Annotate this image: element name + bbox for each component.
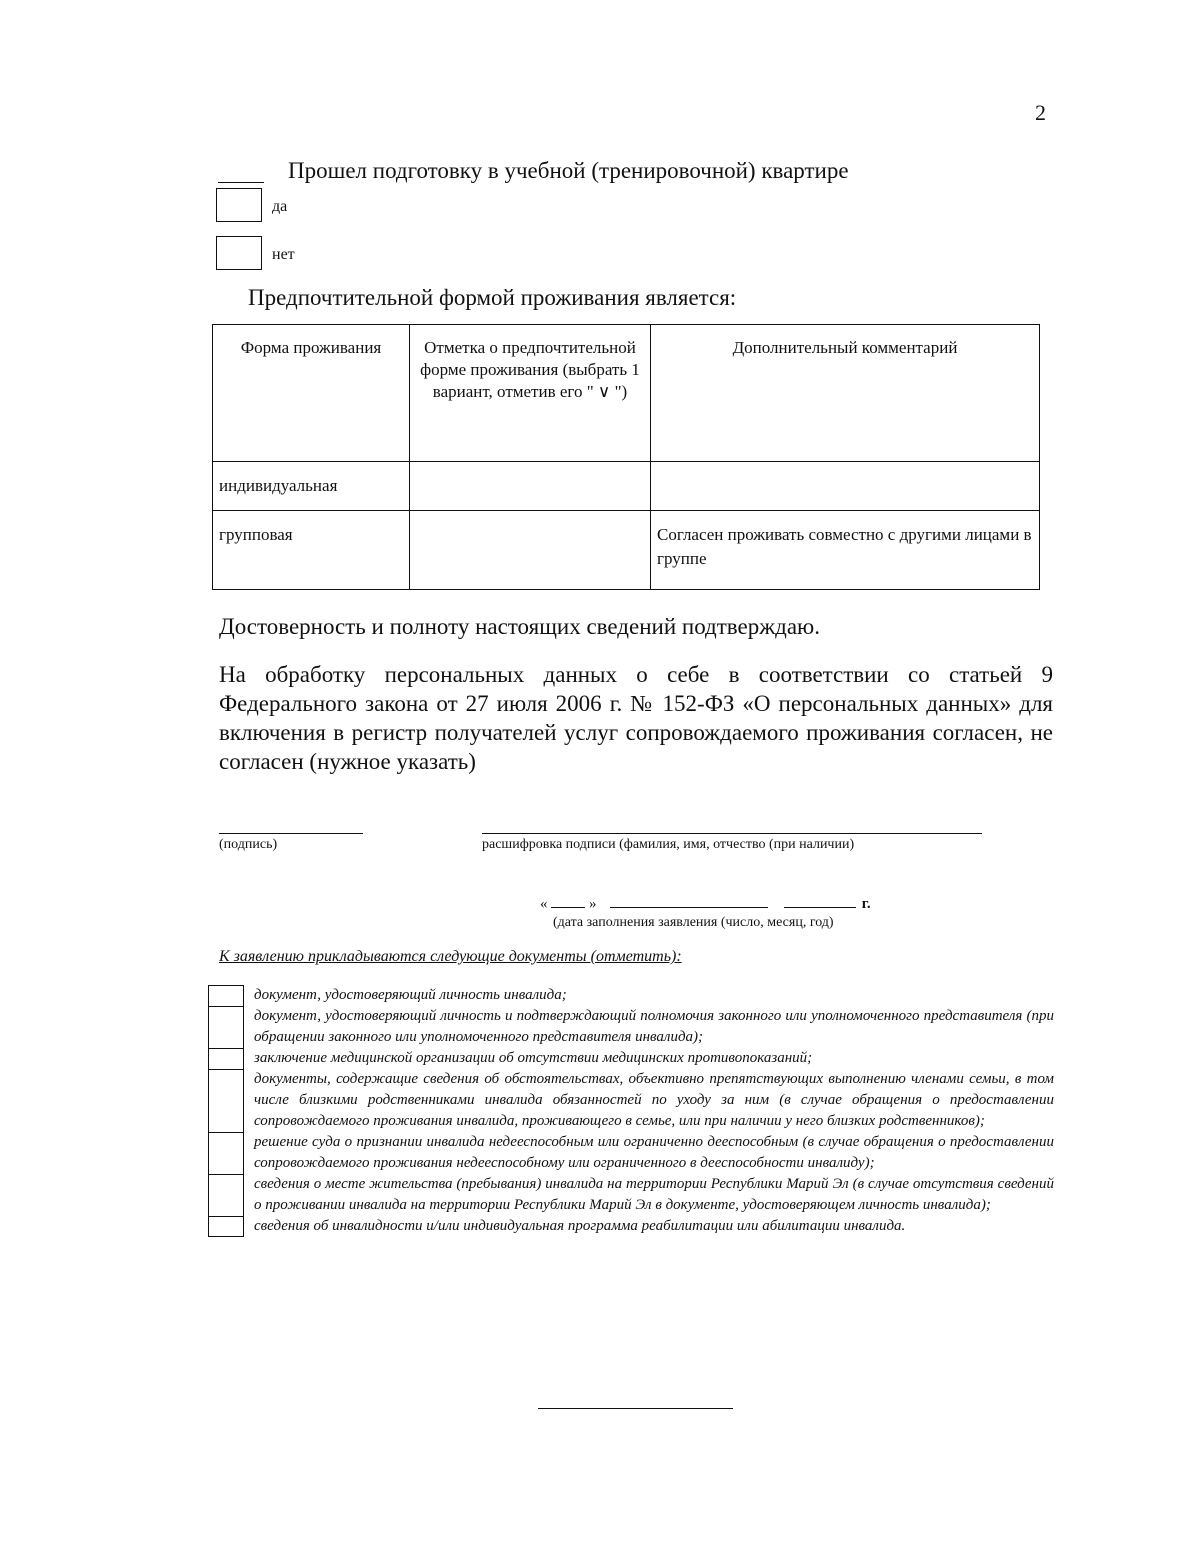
date-open-quote: « [540, 896, 548, 912]
document-checkbox[interactable] [208, 1069, 244, 1132]
date-year-blank[interactable] [784, 893, 856, 908]
confirmation-text: Достоверность и полноту настоящих сведений подтверждаю. [219, 614, 820, 639]
document-checkbox[interactable] [208, 985, 244, 1006]
document-label: заключение медицинской организации об отсутствии медицинских противопоказаний; [254, 1050, 813, 1066]
list-item [208, 1174, 1054, 1216]
checkbox-no[interactable] [216, 236, 262, 270]
signature-line[interactable] [219, 833, 363, 834]
signature-name-line[interactable] [482, 833, 982, 834]
table-cell [651, 462, 1040, 511]
page-number: 2 [1035, 100, 1046, 125]
list-item [208, 1048, 1054, 1069]
list-item [208, 1069, 1054, 1132]
signature-name-caption: расшифровка подписи (фамилия, имя, отчество (при наличии) [482, 837, 855, 852]
date-caption: (дата заполнения заявления (число, месяц, год) [553, 915, 834, 930]
list-item [208, 1216, 1054, 1237]
document-label: решение суда о признании инвалида недееспособным или ограниченно дееспособным (в случае обращения о предоставлении сопровождаемого проживания недееспособному или ограниченного в дееспособности инвалиду); [254, 1134, 1054, 1171]
date-close-quote: » [589, 896, 597, 912]
document-label: сведения об инвалидности и/или индивидуальная программа реабилитации или абилитации инвалида. [254, 1218, 906, 1234]
document-checkbox[interactable] [208, 1048, 244, 1069]
table-header-cell: Форма проживания [213, 325, 410, 462]
document-checkbox[interactable] [208, 1006, 244, 1048]
table-cell-mark[interactable] [410, 462, 651, 511]
document-checkbox[interactable] [208, 1216, 244, 1237]
date-day-blank[interactable] [551, 893, 585, 908]
table-header-cell: Отметка о предпочтительной форме проживания (выбрать 1 вариант, отметив его " ∨ ") [410, 325, 651, 462]
table-cell: Согласен проживать совместно с другими лицами в группе [651, 511, 1040, 590]
date-year-suffix: г. [861, 896, 871, 912]
date-field[interactable] [540, 893, 871, 913]
consent-text: На обработку персональных данных о себе в соответствии со статьей 9 Федерального закона от 27 июля 2006 г. № 152-ФЗ «О персональных данных» для включения в регистр получателей услуг сопровождаемого проживания согласен, не согласен (нужное указать) [219, 662, 1053, 774]
list-item [208, 985, 1054, 1006]
table-cell: индивидуальная [213, 462, 410, 511]
living-form-table [212, 324, 1040, 590]
signature-caption: (подпись) [219, 837, 278, 852]
end-rule [538, 1408, 733, 1409]
question-rule [218, 182, 264, 183]
table-header-cell: Дополнительный комментарий [651, 325, 1040, 462]
table-row [213, 511, 1040, 590]
document-checkbox[interactable] [208, 1174, 244, 1216]
checkbox-yes[interactable] [216, 188, 262, 222]
table-row [213, 462, 1040, 511]
document-checkbox[interactable] [208, 1132, 244, 1174]
list-item [208, 1006, 1054, 1048]
training-question-title: Прошел подготовку в учебной (тренировочной) квартире [288, 158, 849, 183]
preferred-form-heading: Предпочтительной формой проживания является: [248, 285, 737, 310]
table-header-row [213, 325, 1040, 462]
document-label: документ, удостоверяющий личность инвалида; [254, 987, 567, 1003]
document-label: документы, содержащие сведения об обстоятельствах, объективно препятствующих выполнению членами семьи, в том числе близкими родственниками инвалида обязанностей по уходу за ним (в случае обращения о предоставлении сопровождаемого проживания инвалида, проживающего в семье, или при наличии у него близких родственников); [254, 1071, 1054, 1129]
checkbox-no-label: нет [272, 246, 295, 263]
document-label: документ, удостоверяющий личность и подтверждающий полномочия законного или уполномоченного представителя (при обращении законного или уполномоченного представителя инвалида); [254, 1008, 1054, 1045]
table-cell-mark[interactable] [410, 511, 651, 590]
checkbox-yes-label: да [272, 198, 288, 215]
date-month-blank[interactable] [610, 893, 768, 908]
document-label: сведения о месте жительства (пребывания) инвалида на территории Республики Марий Эл (в случае отсутствия сведений о проживании инвалида на территории Республики Марий Эл в документе, удостоверяющем личность инвалида); [254, 1176, 1054, 1213]
list-item [208, 1132, 1054, 1174]
documents-heading: К заявлению прикладываются следующие документы (отметить): [219, 948, 682, 965]
table-cell: групповая [213, 511, 410, 590]
documents-list [208, 985, 1054, 1237]
